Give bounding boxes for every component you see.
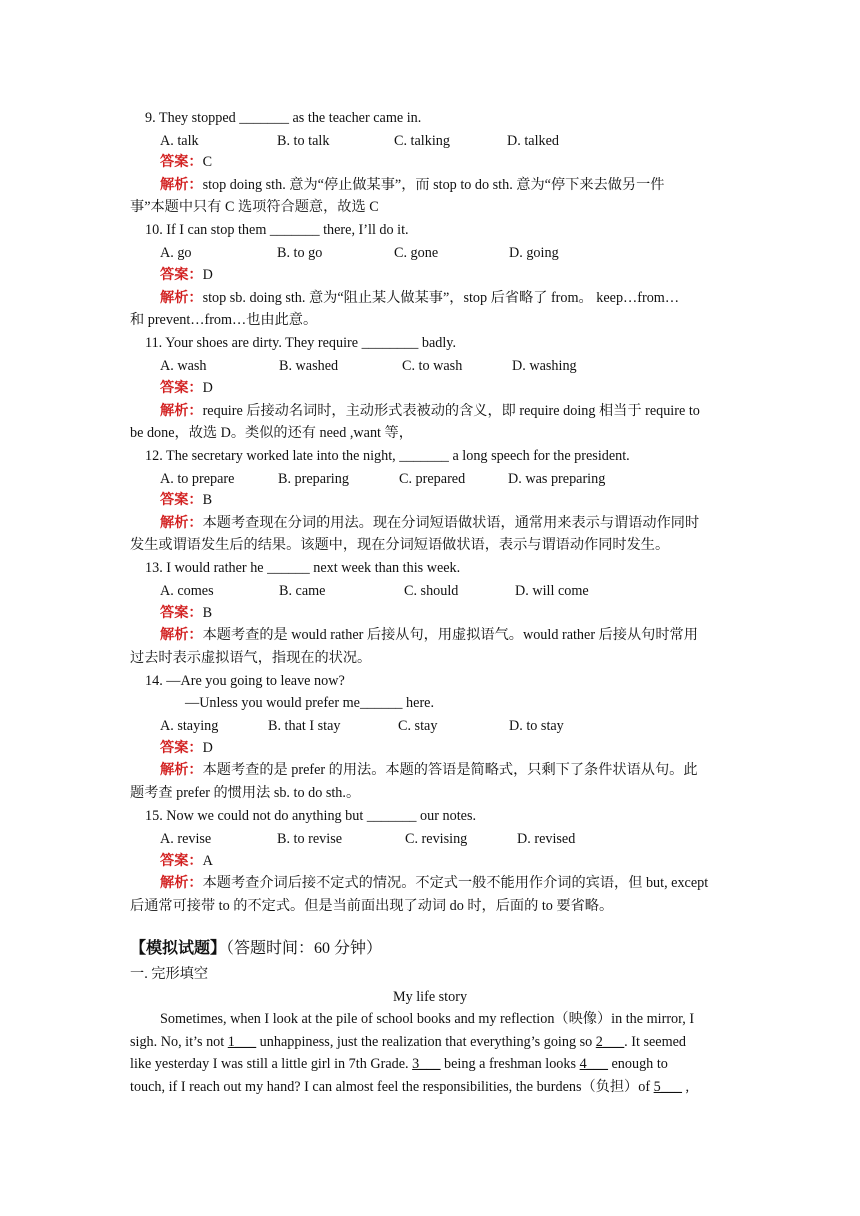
answer-label: 答案：: [160, 853, 203, 869]
analysis-label: 解析：: [160, 762, 203, 778]
passage-line: [160, 1009, 694, 1029]
answer-line: [160, 152, 212, 172]
answer-value: B: [202, 605, 213, 621]
answer-value: D: [202, 740, 213, 756]
passage-text: unhappiness, just the realization that everything’s going so: [256, 1034, 596, 1050]
analysis-line: [160, 625, 698, 645]
question-15-stem: 15. Now we could not do anything but _______ our notes.: [145, 808, 477, 824]
answer-label: 答案：: [160, 605, 203, 621]
question-14-stem: 14. —Are you going to leave now?: [145, 673, 345, 689]
option-a: A. talk: [160, 133, 199, 149]
analysis-line: 后通常可接带 to 的不定式。但是当前面出现了动词 do 时，后面的 to 要省略。: [130, 898, 614, 914]
option-d: D. going: [509, 245, 559, 261]
passage-line: [130, 1077, 689, 1097]
analysis-text: stop sb. doing sth. 意为“阻止某人做某事”，stop 后省略了 from。 keep…from…: [202, 290, 680, 306]
analysis-text: 本题考查的是 would rather 后接从句，用虚拟语气。would rather 后接从句时常用: [202, 627, 698, 643]
question-9-stem: 9. They stopped _______ as the teacher came in.: [145, 110, 422, 126]
passage-title: My life story: [392, 989, 468, 1005]
option-a: A. comes: [160, 583, 214, 599]
analysis-line: [160, 288, 679, 308]
option-c: C. to wash: [402, 358, 463, 374]
analysis-line: 和 prevent…from…也由此意。: [130, 312, 318, 328]
option-b: B. that I stay: [268, 718, 341, 734]
option-c: C. prepared: [399, 471, 466, 487]
passage-line: [130, 1054, 668, 1074]
option-b: B. to talk: [277, 133, 330, 149]
answer-label: 答案：: [160, 267, 203, 283]
option-a: A. to prepare: [160, 471, 235, 487]
analysis-text: 本题考查的是 prefer 的用法。本题的答语是简略式，只剩下了条件状语从句。此: [202, 762, 698, 778]
passage-text: like yesterday I was still a little girl in 7th Grade.: [130, 1056, 413, 1072]
analysis-label: 解析：: [160, 403, 203, 419]
option-a: A. go: [160, 245, 192, 261]
answer-line: [160, 738, 213, 758]
passage-text: sigh. No, it’s not: [130, 1034, 228, 1050]
passage-text: being a freshman looks: [440, 1056, 580, 1072]
analysis-line: [160, 175, 730, 195]
option-b: B. washed: [279, 358, 339, 374]
section-heading-bold: 【模拟试题】: [130, 940, 227, 957]
answer-label: 答案：: [160, 380, 203, 396]
analysis-line: 事”本题中只有 C 选项符合题意，故选 C: [130, 199, 379, 215]
answer-line: [160, 265, 213, 285]
question-12-stem: 12. The secretary worked late into the night, _______ a long speech for the president.: [145, 448, 630, 464]
section-heading-time: （答题时间：60 分钟）: [226, 940, 383, 957]
answer-value: A: [202, 853, 213, 869]
answer-value: B: [202, 492, 213, 508]
passage-text: enough to: [607, 1056, 668, 1072]
analysis-line: 过去时表示虚拟语气，指现在的状况。: [130, 650, 372, 666]
analysis-line: [160, 760, 698, 780]
option-d: D. talked: [507, 133, 560, 149]
analysis-text: stop doing sth. 意为“停止做某事”，而 stop to do sth. 意为“停下来去做另一件: [202, 177, 665, 193]
answer-label: 答案：: [160, 154, 203, 170]
section-subheading: 一. 完形填空: [130, 966, 209, 982]
analysis-label: 解析：: [160, 515, 203, 531]
option-c: C. revising: [405, 831, 468, 847]
answer-line: [160, 490, 212, 510]
answer-value: D: [202, 380, 213, 396]
option-d: D. revised: [517, 831, 576, 847]
option-a: A. wash: [160, 358, 207, 374]
blank-3[interactable]: 3___: [412, 1056, 441, 1072]
analysis-text: 本题考查现在分词的用法。现在分词短语做状语，通常用来表示与谓语动作同时: [202, 515, 700, 531]
answer-value: D: [202, 267, 213, 283]
option-a: A. staying: [160, 718, 219, 734]
analysis-label: 解析：: [160, 290, 203, 306]
question-11-stem: 11. Your shoes are dirty. They require ________ badly.: [145, 335, 457, 351]
answer-line: [160, 378, 213, 398]
analysis-line: [160, 513, 699, 533]
answer-label: 答案：: [160, 492, 203, 508]
answer-line: [160, 603, 212, 623]
option-c: C. talking: [394, 133, 450, 149]
answer-label: 答案：: [160, 740, 203, 756]
analysis-line: 题考查 prefer 的惯用法 sb. to do sth.。: [130, 785, 361, 801]
analysis-label: 解析：: [160, 875, 203, 891]
option-c: C. gone: [394, 245, 439, 261]
option-b: B. came: [279, 583, 326, 599]
answer-line: [160, 851, 213, 871]
analysis-label: 解析：: [160, 177, 203, 193]
option-b: B. to revise: [277, 831, 343, 847]
passage-text: ,: [682, 1079, 690, 1095]
blank-2[interactable]: 2___: [595, 1034, 625, 1050]
question-14-reply: —Unless you would prefer me______ here.: [185, 695, 435, 711]
analysis-text: 本题考查介词后接不定式的情况。不定式一般不能用作介词的宾语，但 but, except: [202, 875, 709, 891]
option-d: D. to stay: [509, 718, 564, 734]
analysis-label: 解析：: [160, 627, 203, 643]
option-c: C. stay: [398, 718, 438, 734]
option-b: B. to go: [277, 245, 323, 261]
option-d: D. washing: [512, 358, 577, 374]
analysis-line: 发生或谓语发生后的结果。该题中，现在分词短语做状语，表示与谓语动作同时发生。: [130, 537, 670, 553]
option-d: D. was preparing: [508, 471, 606, 487]
analysis-line: be done，故选 D。类似的还有 need ,want 等，: [130, 425, 413, 441]
passage-text: touch, if I reach out my hand? I can almost feel the responsibilities, the burdens（负担）of: [130, 1079, 654, 1095]
question-13-stem: 13. I would rather he ______ next week than this week.: [145, 560, 461, 576]
blank-1[interactable]: 1___: [227, 1034, 257, 1050]
answer-value: C: [202, 154, 213, 170]
blank-5[interactable]: 5___: [653, 1079, 682, 1095]
question-10-stem: 10. If I can stop them _______ there, I’ll do it.: [145, 222, 409, 238]
analysis-text: require 后接动名词时，主动形式表被动的含义，即 require doing 相当于 require to: [202, 403, 700, 419]
passage-text: . It seemed: [624, 1034, 687, 1050]
passage-text: Sometimes, when I look at the pile of school books and my reflection（映像）in the mirror, I: [160, 1011, 695, 1027]
blank-4[interactable]: 4___: [579, 1056, 608, 1072]
section-heading: [130, 938, 382, 960]
option-b: B. preparing: [278, 471, 349, 487]
option-d: D. will come: [515, 583, 589, 599]
analysis-line: [160, 873, 708, 893]
option-c: C. should: [404, 583, 459, 599]
option-a: A. revise: [160, 831, 212, 847]
analysis-line: [160, 401, 700, 421]
passage-line: [130, 1032, 686, 1052]
